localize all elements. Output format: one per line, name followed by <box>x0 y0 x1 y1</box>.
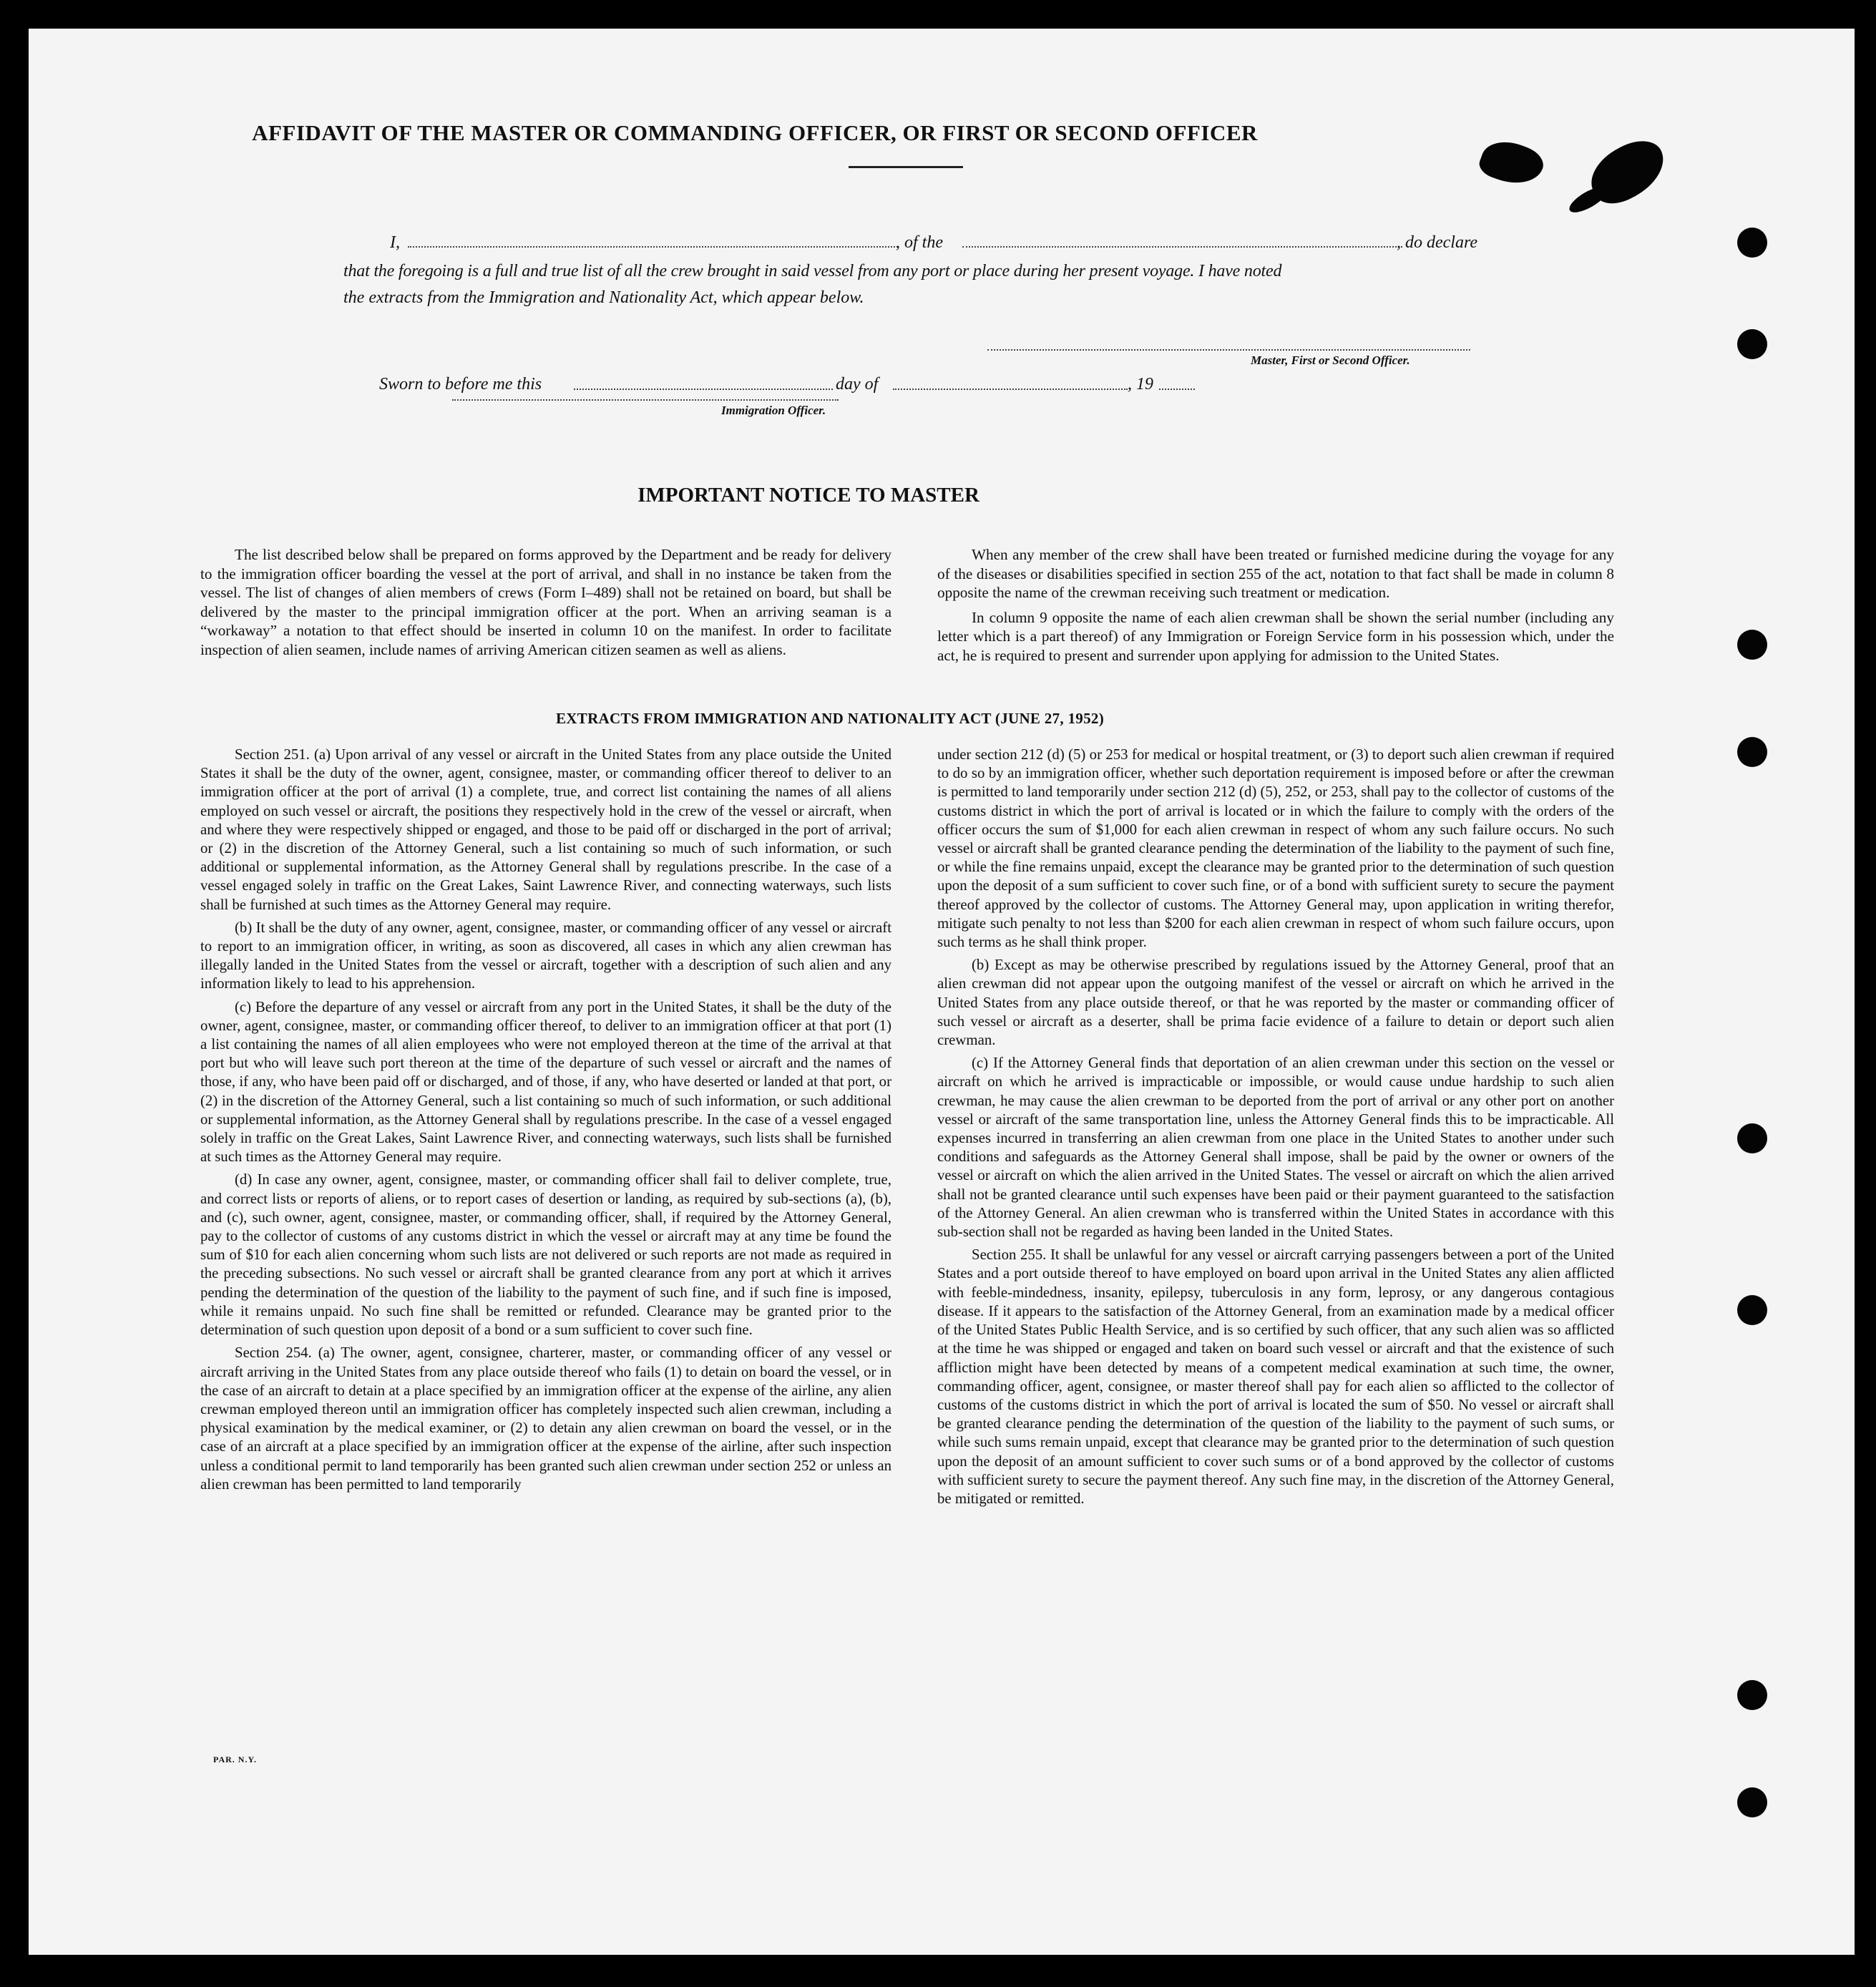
vessel-blank[interactable] <box>962 246 1402 248</box>
section-251-a: Section 251. (a) Upon arrival of any vessel or aircraft in the United States from any place outside the United States it shall be the duty of the owner, agent, consignee, master, or commanding officer thereof to deliver to an immigration officer at the port of arrival (1) a complete, true, and correct list containing the names of all aliens employed on such vessel or aircraft, the positions they respectively hold in the crew of the vessel or aircraft, when and where they were respectively shipped or engaged, and those to be paid off or discharged in the port of arrival; or (2) in the discretion of the Attorney General, such a list containing so much of such information, or such additional or supplemental information, as the Attorney General shall by regulations prescribe. In the case of a vessel engaged solely in traffic on the Great Lakes, Saint Lawrence River, and connecting waterways, such lists shall be furnished at such times as the Attorney General may require. <box>200 746 891 913</box>
master-signature-line[interactable] <box>987 349 1470 351</box>
section-251-b: (b) It shall be the duty of any owner, agent, consignee, master, or commanding officer of any vessel or aircraft to report to an immigration officer, in writing, as soon as discovered, all cases in which any alien crewman has illegally landed in the United States from the vessel or aircraft, together with a description of such alien and any information likely to lead to his apprehension. <box>200 919 891 992</box>
section-251-c: (c) Before the departure of any vessel or aircraft from any port in the United States, it shall be the duty of the owner, agent, consignee, master, or commanding officer thereof, to deliver to an immigration officer at that port (1) a list containing the names of all alien employees who were not employed thereon at the time of the arrival at that port but who will leave such port thereon at the time of the departure of such vessel or aircraft and the names of those, if any, who have been paid off or discharged, and of those, if any, who have deserted or landed at that port, or (2) in the discretion of the Attorney General, such a list containing so much of such information, or such additional or supplemental information, as the Attorney General shall by regulations prescribe. In the case of a vessel engaged solely in traffic on the Great Lakes, Saint Lawrence River, and connecting waterways, such lists shall be furnished at such times as the Attorney General may require. <box>200 998 891 1166</box>
binder-hole <box>1737 1123 1767 1153</box>
notice-left-paragraph: The list described below shall be prepared on forms approved by the Department and be ready for delivery to the immigration officer boarding the vessel at the port of arrival, and shall in no instance be taken from the vessel. The list of changes of alien members of crews (Form I–489) shall not be retained on board, but shall be delivered by the master to the principal immigration officer at the port. When an arriving seaman is a “workaway” a notation to that effect should be inserted in column 10 on the manifest. In order to facilitate inspection of alien seamen, include names of arriving American citizen seamen as well as aliens. <box>200 546 891 658</box>
sworn-day-blank[interactable] <box>574 389 833 390</box>
officer-signature-line[interactable] <box>452 399 839 401</box>
sworn-label: Sworn to before me this <box>379 375 542 394</box>
section-254-c: (c) If the Attorney General finds that deportation of an alien crewman under this section on the vessel or aircraft on which he arrived is impracticable or impossible, or would cause undue hardship to such alien crewman, he may cause the alien crewman to be deported from the port of arrival or any other port on another vessel or aircraft of the same transportation line, unless the Attorney General finds this to be impracticable. All expenses incurred in transferring an alien crewman from one place in the United States to another under such conditions and safeguards as the Attorney General shall impose, shall be paid by the owner or owners of the vessel or aircraft on which the alien arrived in the United States. The vessel or aircraft on which the alien arrived shall not be granted clearance until such expenses have been paid or their payment guaranteed to the satisfaction of the Attorney General. An alien crewman who is transferred within the United States in accordance with this sub-section shall not be regarded as having been landed in the United States. <box>937 1055 1614 1241</box>
officer-signature-label: Immigration Officer. <box>721 404 826 417</box>
section-254-b: (b) Except as may be otherwise prescribed by regulations issued by the Attorney General, proof that an alien crewman did not appear upon the outgoing manifest of the vessel or aircraft on which he arrived in the United States from any place outside thereof, or that he was reported by the master or commanding officer of such vessel or aircraft as a deserter, shall be prima facie evidence of a failure to detain or deport such alien crewman. <box>937 957 1614 1049</box>
extracts-right-column <box>937 746 1614 1508</box>
of-the-label: , of the <box>896 233 943 252</box>
binder-hole <box>1737 1295 1767 1325</box>
master-signature-label: Master, First or Second Officer. <box>1251 353 1410 367</box>
binder-hole <box>1737 329 1767 359</box>
notice-title: IMPORTANT NOTICE TO MASTER <box>637 484 979 507</box>
extracts-left-column <box>200 746 891 1494</box>
notice-left-column <box>200 545 891 659</box>
year-blank[interactable] <box>1159 389 1195 390</box>
binder-hole <box>1737 1680 1767 1710</box>
affidavit-title: AFFIDAVIT OF THE MASTER OR COMMANDING OFFICER, OR FIRST OR SECOND OFFICER <box>252 120 1258 145</box>
ink-blot <box>1476 134 1548 192</box>
declaration-line-3: the extracts from the Immigration and Nationality Act, which appear below. <box>343 288 864 307</box>
section-251-d: (d) In case any owner, agent, consignee, master, or commanding officer shall fail to deliver complete, true, and correct lists or reports of aliens, or to report cases of desertion or landing, as required by sub-sections (a), (b), and (c), such owner, agent, consignee, master, or commanding officer, shall, if required by the Attorney General, pay to the collector of customs of any customs district in which the vessel or aircraft may at any time be found the sum of $10 for each alien concerning whom such lists are not delivered or such reports are not made as required in the preceding subsections. No such vessel or aircraft shall be granted clearance from any port at which it arrives pending the determination of the question of the liability to the payment of such fine, and if such fine is imposed, while it remains unpaid. No such fine shall be remitted or refunded. Clearance may be granted prior to the determination of such question upon deposit of a bond or a sum sufficient to cover such fine. <box>200 1171 891 1339</box>
day-of-label: day of <box>836 375 879 394</box>
printer-code: PAR. N.Y. <box>213 1754 258 1764</box>
binder-hole <box>1737 737 1767 767</box>
notice-right-paragraph-1: When any member of the crew shall have been treated or furnished medicine during the voyage for any of the diseases or disabilities specified in section 255 of the act, notation to that fact shall be made in column 8 opposite the name of the crewman receiving such treatment or medication. <box>937 546 1614 601</box>
do-declare-label: , do declare <box>1397 233 1478 252</box>
name-blank[interactable] <box>408 246 898 248</box>
binder-hole <box>1737 1787 1767 1817</box>
sworn-month-blank[interactable] <box>893 389 1128 390</box>
extracts-title: EXTRACTS FROM IMMIGRATION AND NATIONALITY ACT (JUNE 27, 1952) <box>556 710 1104 727</box>
year-label: , 19 <box>1128 375 1153 394</box>
section-254-a: Section 254. (a) The owner, agent, consignee, charterer, master, or commanding officer of any vessel or aircraft arriving in the United States from any place outside thereof who fails (1) to detain on board the vessel, or in the case of an aircraft to detain at a place specified by an immigration officer at the expense of the airline, any alien crewman employed thereon until an immigration officer has completely inspected such alien crewman, including a physical examination by the medical examiner, or (2) to detain any alien crewman on board the vessel, or in the case of an aircraft at a place specified by an immigration officer at the expense of the airline, after such inspection unless a conditional permit to land temporarily has been granted such alien crewman under section 252 or unless an alien crewman has been permitted to land temporarily <box>200 1344 891 1493</box>
notice-right-column <box>937 545 1614 665</box>
title-underline <box>849 166 963 168</box>
declaration-line-2: that the foregoing is a full and true list of all the crew brought in said vessel from any port or place during her present voyage. I have noted <box>343 262 1282 280</box>
binder-hole <box>1737 630 1767 660</box>
document-page <box>29 29 1855 1955</box>
section-255: Section 255. It shall be unlawful for any vessel or aircraft carrying passengers between a port of the United States and a port outside thereof to have employed on board upon arrival in the United States any alien afflicted with feeble-mindedness, insanity, epilepsy, tuberculosis in any form, leprosy, or any dangerous contagious disease. If it appears to the satisfaction of the Attorney General, from an examination made by a medical officer of the United States Public Health Service, and is so certified by such officer, that any such alien was so afflicted at the time he was shipped or engaged and taken on board such vessel or aircraft and that the existence of such affliction might have been detected by means of a competent medical examination at such time, the owner, commanding officer, agent, consignee, or master thereof shall pay for each alien so afflicted to the collector of customs of the customs district in which the port of arrival is located the sum of $50. No vessel or aircraft shall be granted clearance pending the determination of the question of the liability to the payment of such sums, or while such sums remain unpaid, except that clearance may be granted prior to the determination of such question upon the deposit of an amount sufficient to cover such sums or of a bond approved by the collector of customs with sufficient surety to secure the payment thereof. Any such fine may, in the discretion of the Attorney General, be mitigated or remitted. <box>937 1246 1614 1507</box>
i-label: I, <box>390 233 400 252</box>
section-254-a-cont: under section 212 (d) (5) or 253 for medical or hospital treatment, or (3) to deport such alien crewman if required to do so by an immigration officer, whether such deportation requirement is imposed before or after the crewman is permitted to land temporarily under section 212 (d) (5), 252, or 253, shall pay to the collector of customs of the customs district in which the port of arrival is located or in which the failure to comply with the orders of the officer occurs the sum of $1,000 for each alien crewman in respect of whom any such failure occurs. No such vessel or aircraft shall be granted clearance pending the determination of the liability to the payment of such fine, or while the fine remains unpaid, except the clearance may be granted prior to the determination of such question upon the deposit of a sum sufficient to cover such fine, or of a bond with sufficient surety to secure the payment thereof approved by the collector of customs. The Attorney General may, upon application in writing therefor, mitigate such penalty to not less than $200 for each alien crewman in respect of whom such failure occurs, upon such terms as he shall think proper. <box>937 746 1614 951</box>
notice-right-paragraph-2: In column 9 opposite the name of each alien crewman shall be shown the serial number (including any letter which is a part thereof) of any Immigration or Foreign Service form in his possession which, under the act, he is required to present and surrender upon applying for admission to the United States. <box>937 608 1614 664</box>
binder-hole <box>1737 228 1767 258</box>
